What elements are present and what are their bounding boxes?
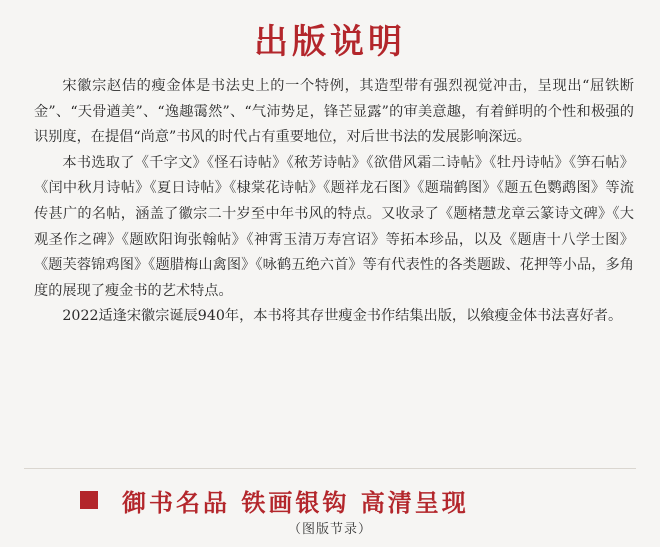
page-title: 出版说明 <box>254 22 406 62</box>
slogan-banner <box>80 483 469 517</box>
paragraph-contents: 本书选取了《千字文》《怪石诗帖》《秾芳诗帖》《欲借风霜二诗帖》《牡丹诗帖》《笋石帖》《闰中秋月诗帖》《夏日诗帖》《棣棠花诗帖》《题祥龙石图》《题瑞鹤图》《题五色鹦鹉图》等流传甚广的名帖，涵盖了徽宗二十岁至中年书风的特点。又收录了《题楮慧龙章云篆诗文碑》《大观圣作之碑》《题欧阳询张翰帖》《神霄玉清万寿宫诏》等拓本珍品，以及《题唐十八学士图》《题芙蓉锦鸡图》《题腊梅山禽图》《咏鹤五绝六首》等有代表性的各类题跋、花押等小品，多角度的展现了瘦金书的艺术特点。 <box>34 154 634 299</box>
body-text <box>34 74 634 330</box>
divider <box>24 468 636 469</box>
paragraph-anniversary: 2022适逢宋徽宗诞辰940年，本书将其存世瘦金书作结集出版，以飨瘦金体书法喜好者。 <box>62 308 623 325</box>
paragraph-intro: 宋徽宗赵佶的瘦金体是书法史上的一个特例，其造型带有强烈视觉冲击，呈现出“屈铁断金”、“天骨遒美”、“逸趣霭然”、“气沛势足，锋芒显露”的审美意趣，有着鲜明的个性和极强的识别度，在提倡“尚意”书风的时代占有重要地位，对后世书法的发展影响深远。 <box>34 78 634 146</box>
red-square-icon <box>80 491 98 509</box>
figure-caption: （图版节录） <box>287 522 372 537</box>
slogan-text: 御书名品 铁画银钩 高清呈现 <box>122 488 469 517</box>
